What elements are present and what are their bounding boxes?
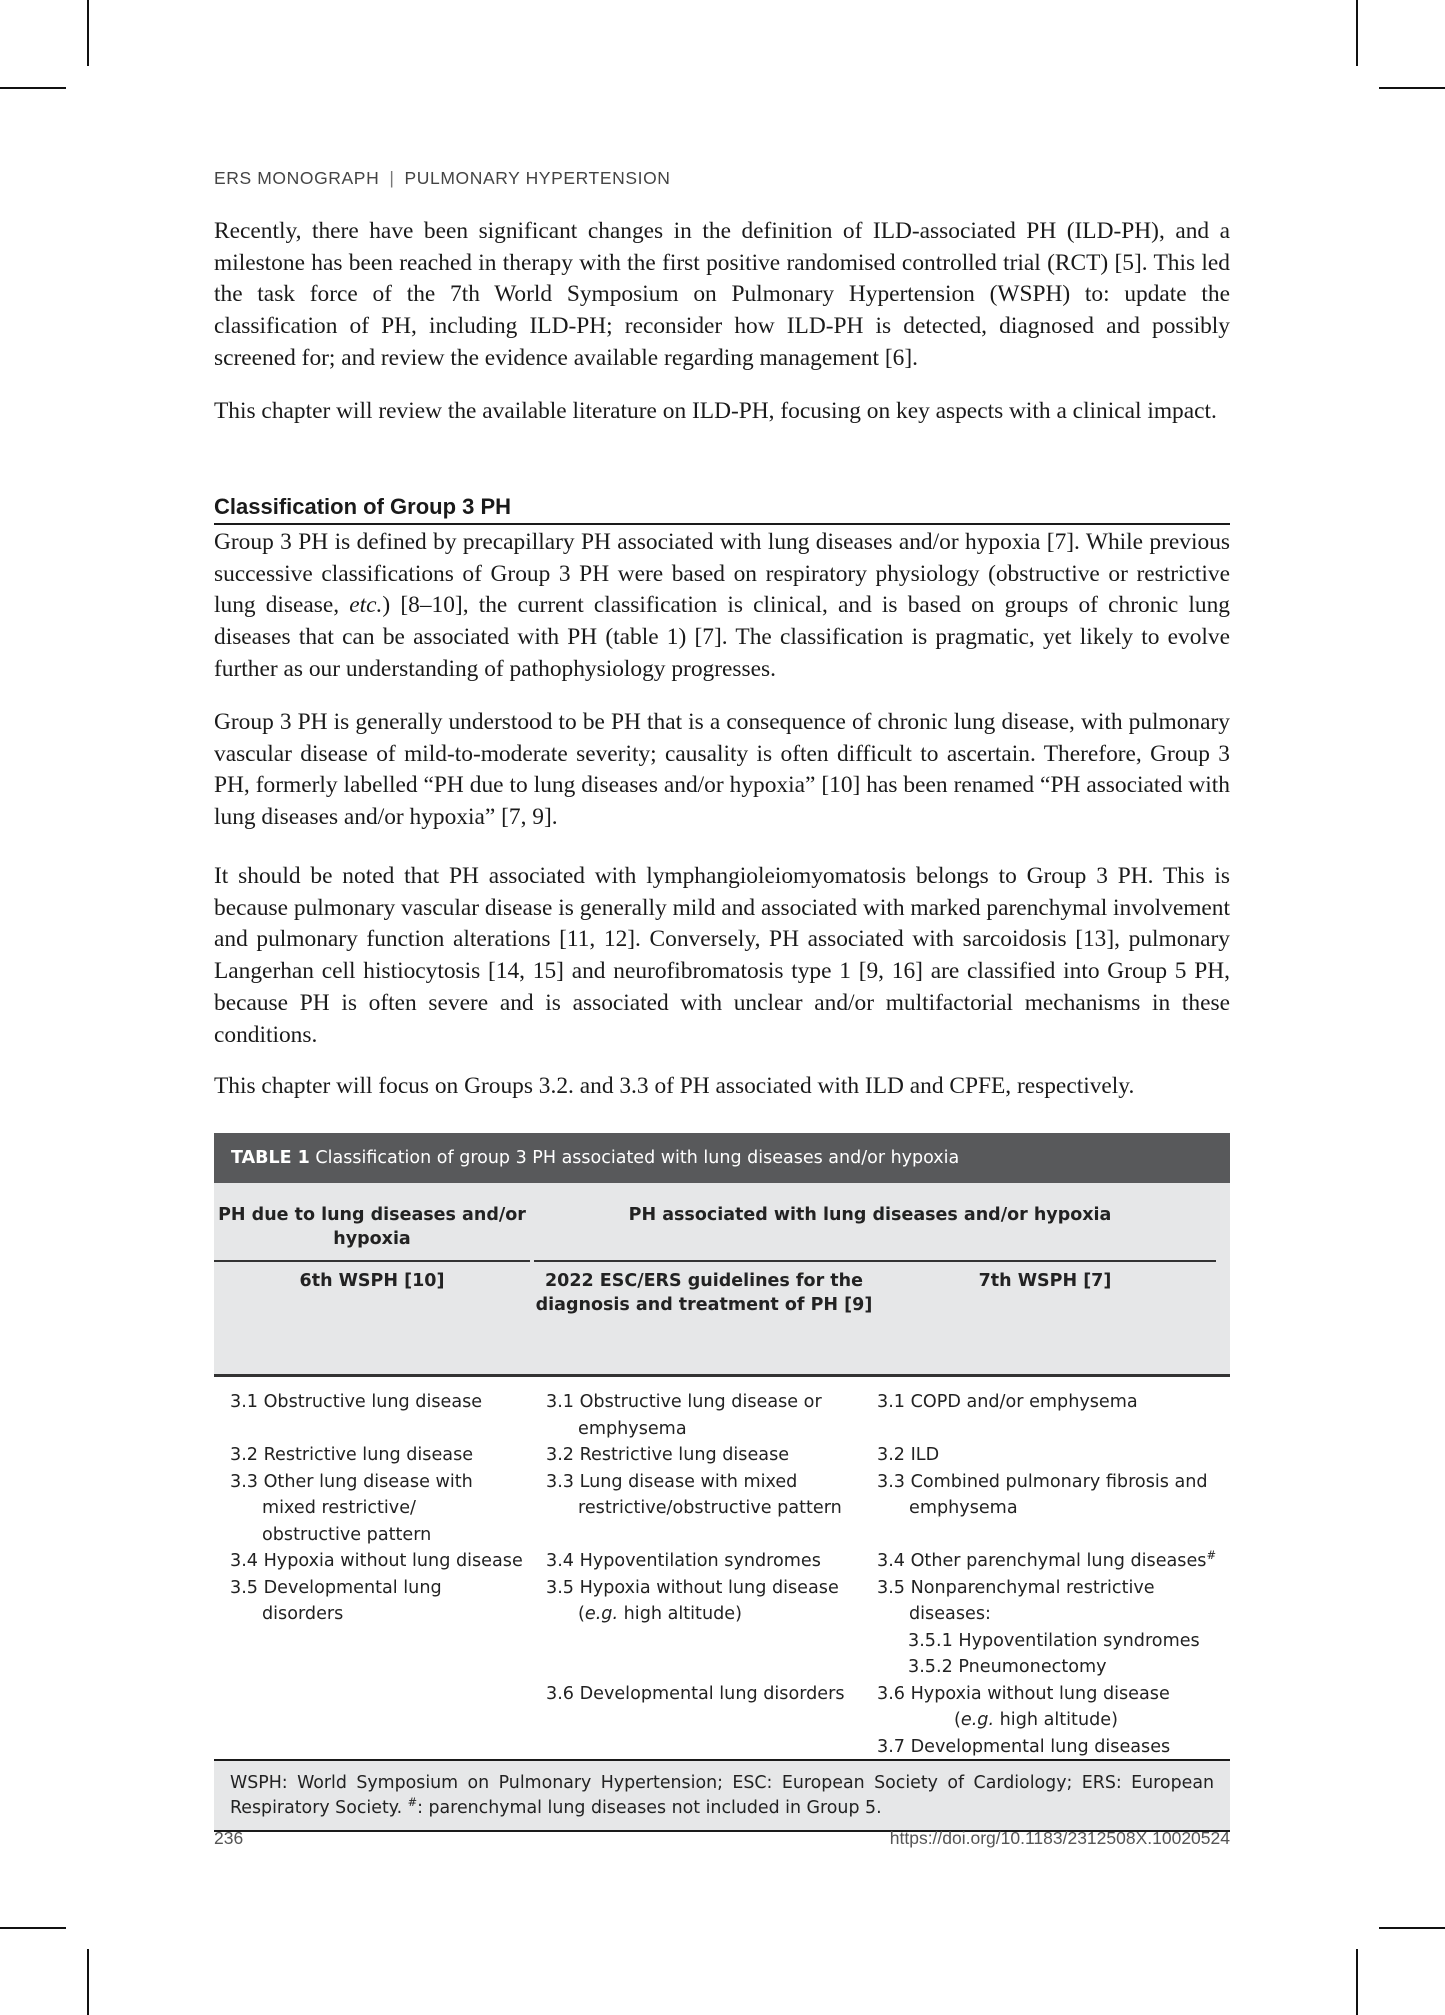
item-text: 3.5 Hypoxia without lung disease ( xyxy=(546,1577,839,1624)
crop-mark xyxy=(1379,87,1445,89)
crop-mark xyxy=(87,0,89,66)
crop-mark xyxy=(87,1949,89,2015)
list-item: 3.4 Hypoventilation syndromes xyxy=(546,1551,821,1571)
list-item: 3.4 Hypoxia without lung disease xyxy=(230,1551,523,1571)
header-rule-left xyxy=(214,1260,530,1262)
crop-mark xyxy=(0,87,66,89)
doi-link[interactable]: https://doi.org/10.1183/2312508X.10020524 xyxy=(889,1828,1230,1848)
crop-mark xyxy=(0,1927,66,1929)
list-item xyxy=(877,1548,1227,1575)
list-item: 3.3 Other lung disease with mixed restrictive/ obstructive pattern xyxy=(230,1471,473,1545)
footnote-mark: # xyxy=(1206,1548,1217,1563)
list-item: 3.1 Obstructive lung disease or emphysema xyxy=(546,1392,822,1439)
crop-mark xyxy=(1379,1927,1445,1929)
section-heading: Classification of Group 3 PH xyxy=(214,494,1230,525)
list-item: 3.6 Hypoxia without lung disease xyxy=(877,1683,1170,1704)
table-header xyxy=(214,1183,1230,1377)
column-esc-ers xyxy=(546,1389,866,1707)
paragraph-group3-understanding: Group 3 PH is generally understood to be PH that is a consequence of chronic lung disease, with pulmonary vascular disease of mild-to-moderate severity; causality is often difficult to ascertain. Therefore, Group 3 PH, formerly labelled “PH due to lung diseases and/or hypoxia” [10] has been renamed “PH associated with lung diseases and/or hypoxia” [7, 9]. xyxy=(214,709,1230,831)
item-eg: e.g. xyxy=(584,1604,619,1624)
list-subitem: 3.5.1 Hypoventilation syndromes xyxy=(908,1630,1200,1651)
crop-mark xyxy=(1356,1949,1358,2015)
header-right: PH associated with lung diseases and/or hypoxia xyxy=(628,1205,1112,1225)
list-item: 3.5 Developmental lung disorders xyxy=(230,1577,442,1624)
table-title: Classification of group 3 PH associated with lung diseases and/or hypoxia xyxy=(315,1148,960,1168)
p3-text-b: ) [8–10], the current classification is clinical, and is based on groups of chronic lung diseases that can be associated with PH (table 1) [7]. The classification is pragmatic, yet likely to evolve further as our understanding of pathophysiology progresses. xyxy=(214,592,1230,682)
paragraph-group3-definition xyxy=(214,527,1230,686)
list-item: 3.2 Restrictive lung disease xyxy=(546,1445,790,1465)
list-item-continuation xyxy=(877,1707,1227,1734)
paragraph-intro: Recently, there have been significant changes in the definition of ILD-associated PH (ILD-PH), and a milestone has been reached in therapy with the first positive randomised controlled trial (RCT) [5]. This led the task force of the 7th World Symposium on Pulmonary Hypertension (WSPH) to: update the classification of PH, including ILD-PH; reconsider how ILD-PH is detected, diagnosed and possibly screened for; and review the evidence available regarding management [6]. xyxy=(214,218,1230,371)
list-subitem: 3.5.2 Pneumonectomy xyxy=(908,1657,1107,1677)
footnote-text: WSPH: World Symposium on Pulmonary Hypertension; ESC: European Society of Cardiology; ERS: European Respiratory Society. xyxy=(230,1773,1214,1818)
paragraph-chapter-focus: This chapter will focus on Groups 3.2. and 3.3 of PH associated with ILD and CPFE, respectively. xyxy=(214,1073,1135,1099)
footnote-mark: # xyxy=(407,1795,418,1809)
list-item: 3.7 Developmental lung diseases xyxy=(877,1736,1171,1757)
table-label: TABLE 1 xyxy=(231,1148,310,1168)
footnote-text: : parenchymal lung diseases not included in Group 5. xyxy=(417,1797,882,1818)
item-text: high altitude) xyxy=(618,1604,742,1624)
crop-mark xyxy=(1356,0,1358,66)
list-item: 3.3 Lung disease with mixed restrictive/obstructive pattern xyxy=(546,1471,842,1518)
list-item: 3.6 Developmental lung disorders xyxy=(546,1683,845,1704)
item-text: ( xyxy=(954,1710,961,1730)
table-1 xyxy=(214,1133,1230,1832)
running-head xyxy=(214,168,671,189)
list-item: 3.2 ILD xyxy=(877,1445,940,1465)
running-head-left: ERS MONOGRAPH xyxy=(214,168,380,188)
table-title-bar xyxy=(214,1133,1230,1183)
subheader-col3: 7th WSPH [7] xyxy=(978,1271,1112,1291)
paragraph-lam: It should be noted that PH associated with lymphangioleiomyomatosis belongs to Group 3 PH. This is because pulmonary vascular disease is generally mild and associated with marked parenchymal involvement and pulmonary function alterations [11, 12]. Conversely, PH associated with sarcoidosis [13], pulmonary Langerhan cell histiocytosis [14, 15] and neurofibromatosis type 1 [9, 16] are classified into Group 5 PH, because PH is often severe and is associated with unclear and/or multifactorial mechanisms in these conditions. xyxy=(214,863,1230,1048)
running-head-right: PULMONARY HYPERTENSION xyxy=(404,168,671,188)
item-text: 3.4 Other parenchymal lung diseases xyxy=(877,1551,1207,1571)
list-item: 3.1 COPD and/or emphysema xyxy=(877,1392,1138,1412)
list-item: 3.3 Combined pulmonary fibrosis and emphysema xyxy=(877,1471,1208,1518)
table-footnote xyxy=(214,1759,1230,1832)
list-item xyxy=(546,1575,866,1628)
p3-etc: etc. xyxy=(349,592,383,619)
item-text: high altitude) xyxy=(994,1710,1118,1730)
page-number: 236 xyxy=(214,1828,244,1848)
header-left: PH due to lung diseases and/or hypoxia xyxy=(218,1205,526,1249)
subheader-col1: 6th WSPH [10] xyxy=(299,1271,445,1291)
list-item: 3.1 Obstructive lung disease xyxy=(230,1392,483,1412)
list-item: 3.5 Nonparenchymal restrictive diseases: xyxy=(877,1577,1155,1624)
header-rule-right xyxy=(534,1260,1216,1262)
running-head-separator: | xyxy=(389,168,395,188)
p3-text-a: Group 3 PH is defined by precapillary PH associated with lung diseases and/or hypoxia [7]. While previous successive classifications of Group 3 PH were based on respiratory physiology (obstructive or restrictive lung disease, xyxy=(214,529,1230,619)
column-6th-wsph xyxy=(230,1389,535,1628)
list-item: 3.2 Restrictive lung disease xyxy=(230,1445,474,1465)
column-7th-wsph xyxy=(877,1389,1227,1760)
table-body xyxy=(214,1377,1230,1759)
subheader-col2: 2022 ESC/ERS guidelines for the diagnosis and treatment of PH [9] xyxy=(535,1271,873,1315)
item-eg: e.g. xyxy=(960,1710,995,1730)
paragraph-chapter-review: This chapter will review the available literature on ILD-PH, focusing on key aspects with a clinical impact. xyxy=(214,398,1217,424)
